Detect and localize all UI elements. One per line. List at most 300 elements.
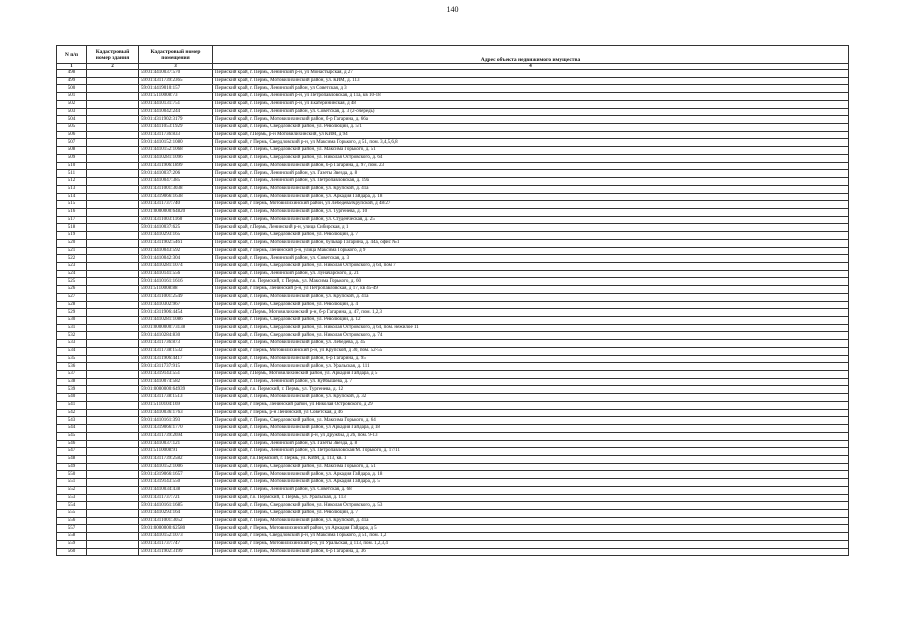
table-row <box>57 139 849 147</box>
table-row <box>57 363 849 371</box>
table-row <box>57 386 849 394</box>
address-cell: Пермский край, г Пермь, Ленинский район, ул Николая Островского, д 29 <box>213 401 849 409</box>
address-cell: Пермский край, г. Пермь, Мотовилихинский район, бульвар Гагарина, д. 44а, офис №1 <box>213 239 849 247</box>
address-cell: Пермский край, г.Пермь, р-н Мотовилихинский, ул КИМ, д 94 <box>213 131 849 139</box>
address-cell: Пермский край, г Пермь, Свердловский р-н, ул Максима Горького, д 51, пом. 3,4,5,6,8 <box>213 139 849 147</box>
premises-cadastral-cell: 59:01:4311902:3179 <box>139 116 213 124</box>
row-number-cell: 542 <box>57 409 87 417</box>
building-cadastral-cell <box>87 262 139 270</box>
table-row <box>57 479 849 487</box>
table-row <box>57 216 849 224</box>
row-number-cell: 504 <box>57 116 87 124</box>
row-number-cell: 529 <box>57 309 87 317</box>
building-cadastral-cell <box>87 108 139 116</box>
premises-cadastral-cell: 59:01:4319066:1770 <box>139 425 213 433</box>
table-row <box>57 432 849 440</box>
row-number-cell: 555 <box>57 509 87 517</box>
building-cadastral-cell <box>87 386 139 394</box>
table-row <box>57 293 849 301</box>
table-row <box>57 162 849 170</box>
table-row <box>57 332 849 340</box>
row-number-cell: 503 <box>57 108 87 116</box>
building-cadastral-cell <box>87 471 139 479</box>
premises-cadastral-cell: 59:01:4410036:1763 <box>139 409 213 417</box>
address-cell: Пермский край, г. Пермь, Мотовилихинский район, ул. КИМ, д. 113 <box>213 77 849 85</box>
table-row <box>57 533 849 541</box>
table-row <box>57 355 849 363</box>
table-row <box>57 309 849 317</box>
address-cell: Пермский край, г. Пермь, Мотовилихинский район, ул. Студенческая, д. 25 <box>213 216 849 224</box>
premises-cadastral-cell: 59:01:4311739:2694 <box>139 432 213 440</box>
building-cadastral-cell <box>87 278 139 286</box>
row-number-cell: 525 <box>57 278 87 286</box>
row-number-cell: 557 <box>57 525 87 533</box>
table-row <box>57 455 849 463</box>
address-cell: Пермский край, г. Пермь, Мотовилихинский район, ул. Аркадия Гайдара, д. 5 <box>213 479 849 487</box>
building-cadastral-cell <box>87 324 139 332</box>
building-cadastral-cell <box>87 178 139 186</box>
table-row <box>57 401 849 409</box>
premises-cadastral-cell: 59:01:4311737:740 <box>139 201 213 209</box>
row-number-cell: 530 <box>57 317 87 325</box>
address-cell: Пермский край, г. Пермь, Мотовилихинский район, ул. Крупской, д. 41а <box>213 293 849 301</box>
address-cell: Пермский край, г Пермь, Мотовилихинский район, ул Лебедева/Крупской, д 48/27 <box>213 201 849 209</box>
building-cadastral-cell <box>87 77 139 85</box>
row-number-cell: 554 <box>57 502 87 510</box>
building-cadastral-cell <box>87 293 139 301</box>
premises-cadastral-cell: 59:01:4410284:830 <box>139 332 213 340</box>
row-number-cell: 541 <box>57 401 87 409</box>
building-cadastral-cell <box>87 147 139 155</box>
premises-cadastral-cell: 59:01:4311902:3199 <box>139 548 213 556</box>
row-number-cell: 559 <box>57 540 87 548</box>
table-row <box>57 286 849 294</box>
building-cadastral-cell <box>87 494 139 502</box>
table-row <box>57 201 849 209</box>
building-cadastral-cell <box>87 378 139 386</box>
building-cadastral-cell <box>87 509 139 517</box>
row-number-cell: 543 <box>57 417 87 425</box>
premises-cadastral-cell: 59:01:4410161:393 <box>139 417 213 425</box>
building-cadastral-cell <box>87 131 139 139</box>
premises-cadastral-cell: 59:01:4410042:304 <box>139 255 213 263</box>
building-cadastral-cell <box>87 100 139 108</box>
row-number-cell: 532 <box>57 332 87 340</box>
premises-cadastral-cell: 59:01:4410141:556 <box>139 270 213 278</box>
building-cadastral-cell <box>87 517 139 525</box>
row-number-cell: 536 <box>57 363 87 371</box>
table-row <box>57 463 849 471</box>
table-row <box>57 85 849 93</box>
premises-cadastral-cell: 59:01:4410161:1616 <box>139 278 213 286</box>
header-address: Адрес объекта недвижимого имущества <box>213 46 849 64</box>
building-cadastral-cell <box>87 154 139 162</box>
premises-cadastral-cell: 59:01:4410074:582 <box>139 378 213 386</box>
address-cell: Пермский край, г. Пермь, Мотовилихинский район, б-р Гагарина, д. 66а <box>213 116 849 124</box>
row-number-cell: 549 <box>57 463 87 471</box>
row-number-cell: 556 <box>57 517 87 525</box>
building-cadastral-cell <box>87 340 139 348</box>
header-building-cadastral: Кадастровый номер здания <box>87 46 139 64</box>
address-cell: Пермский край, г. Пермь, Ленинский район, ул. Советская, д. 3 <box>213 255 849 263</box>
premises-cadastral-cell: 59:01:4319143:551 <box>139 371 213 379</box>
address-cell: Пермский край, г.Пермь, Мотовилихинский р-н, б-р Гагарина, д. 47, пом. 1,2,3 <box>213 309 849 317</box>
building-cadastral-cell <box>87 232 139 240</box>
row-number-cell: 520 <box>57 239 87 247</box>
address-cell: Пермский край, г. Пермь, Ленинский район, ул. Газеты Звезда, д. 8 <box>213 170 849 178</box>
premises-cadastral-cell: 59:01:4410037:570 <box>139 70 213 78</box>
building-cadastral-cell <box>87 479 139 487</box>
address-cell: Пермский край, г Пермь, р-н Ленинский, ул Советская, д 46 <box>213 409 849 417</box>
building-cadastral-cell <box>87 224 139 232</box>
premises-cadastral-cell: 59:01:4311737:915 <box>139 363 213 371</box>
premises-cadastral-cell: 59:01:4311906:4417 <box>139 355 213 363</box>
address-cell: Пермский край, г. Пермь, Ленинский район, ул. Петропавловская/М. Горького, д. 17/11 <box>213 448 849 456</box>
table-row <box>57 425 849 433</box>
address-cell: Пермский край, г. Пермь, Свердловский район, ул. Николая Островского, д 64, пом 7 <box>213 262 849 270</box>
row-number-cell: 533 <box>57 340 87 348</box>
row-number-cell: 551 <box>57 479 87 487</box>
address-cell: Пермский край, г. Пермь, Мотовилихинский район, ул. Уральская, д. 111 <box>213 363 849 371</box>
building-cadastral-cell <box>87 201 139 209</box>
building-cadastral-cell <box>87 193 139 201</box>
table-row <box>57 278 849 286</box>
premises-cadastral-cell: 59:01:4311739:2365 <box>139 77 213 85</box>
row-number-cell: 518 <box>57 224 87 232</box>
row-number-cell: 501 <box>57 93 87 101</box>
building-cadastral-cell <box>87 548 139 556</box>
row-number-cell: 502 <box>57 100 87 108</box>
building-cadastral-cell <box>87 216 139 224</box>
address-cell: Пермский край, г.Пермь, Мотовилихинский район, ул. Аркадия Гайдара, д 5 <box>213 371 849 379</box>
premises-cadastral-cell: 59:01:4319143:550 <box>139 479 213 487</box>
table-row <box>57 409 849 417</box>
building-cadastral-cell <box>87 417 139 425</box>
row-number-cell: 514 <box>57 193 87 201</box>
building-cadastral-cell <box>87 270 139 278</box>
address-cell: Пермский край, г. Пермь, Мотовилихинский район, ул. Тургенева, д. 10 <box>213 208 849 216</box>
table-row <box>57 247 849 255</box>
building-cadastral-cell <box>87 124 139 132</box>
row-number-cell: 505 <box>57 124 87 132</box>
premises-cadastral-cell: 59:01:4410281:1086 <box>139 317 213 325</box>
row-number-cell: 516 <box>57 208 87 216</box>
property-registry-table <box>56 45 849 556</box>
address-cell: Пермский край, г. Пермь, Свердловский район, ул. Николая Островского, д. 74 <box>213 332 849 340</box>
table-row <box>57 70 849 78</box>
row-number-cell: 510 <box>57 162 87 170</box>
table-row <box>57 193 849 201</box>
table-row <box>57 185 849 193</box>
row-number-cell: 508 <box>57 147 87 155</box>
premises-cadastral-cell: 59:01:4410293:164 <box>139 509 213 517</box>
row-number-cell: 513 <box>57 185 87 193</box>
table-row <box>57 448 849 456</box>
table-row <box>57 440 849 448</box>
premises-cadastral-cell: 59:01:4410152:1073 <box>139 533 213 541</box>
address-cell: Пермский край, г. Пермь, Ленинский район, ул. Советская, д. 68 <box>213 486 849 494</box>
premises-cadastral-cell: 59:01:4311003:1160 <box>139 216 213 224</box>
table-row <box>57 378 849 386</box>
address-cell: Пермский край, г. Пермь, Мотовилихинский район, б-р Гагарина, д. 97, пом. 23 <box>213 162 849 170</box>
row-number-cell: 521 <box>57 247 87 255</box>
building-cadastral-cell <box>87 502 139 510</box>
column-number: 1 <box>57 64 87 70</box>
address-cell: Пермский край, г Пермь, Мотовилихинский р-н, ул Уральская, д 113, пом. 1,2,3,4 <box>213 540 849 548</box>
table-row <box>57 100 849 108</box>
building-cadastral-cell <box>87 371 139 379</box>
building-cadastral-cell <box>87 247 139 255</box>
row-number-cell: 509 <box>57 154 87 162</box>
address-cell: Пермский край, г. Пермь, Мотовилихинский район, ул. Крупской, д. 32 <box>213 394 849 402</box>
premises-cadastral-cell: 59:01:5110008:91 <box>139 448 213 456</box>
address-cell: Пермский край, г. Пермь, Свердловский район, ул. Революции, д. 12 <box>213 317 849 325</box>
table-row <box>57 494 849 502</box>
row-number-cell: 534 <box>57 347 87 355</box>
row-number-cell: 523 <box>57 262 87 270</box>
building-cadastral-cell <box>87 208 139 216</box>
row-number-cell: 498 <box>57 70 87 78</box>
table-row <box>57 525 849 533</box>
address-cell: Пермский край, г. Пермь, Мотовилихинский район, ул. Крупской, д. 41а <box>213 517 849 525</box>
row-number-cell: 506 <box>57 131 87 139</box>
address-cell: Пермский край, г. Пермь, Ленинский район, ул. Петропавловская, д. 19а <box>213 178 849 186</box>
premises-cadastral-cell: 59:01:4410037:206 <box>139 170 213 178</box>
row-number-cell: 512 <box>57 178 87 186</box>
premises-cadastral-cell: 59:01:4410152:1006 <box>139 463 213 471</box>
row-number-cell: 540 <box>57 394 87 402</box>
row-number-cell: 560 <box>57 548 87 556</box>
premises-cadastral-cell: 59:01:4311001:3038 <box>139 185 213 193</box>
address-cell: Пермский край, г. Пермь, Ленинский район, ул Советская, д 3 <box>213 85 849 93</box>
address-cell: Пермский край, г Пермь, Ленинский р-н, улица Максима Горького, д 9 <box>213 247 849 255</box>
column-number: 4 <box>213 64 849 70</box>
address-cell: Пермский край, г. Пермь, Ленинский р-н, ул Екатерининская, д 48 <box>213 100 849 108</box>
table-row <box>57 170 849 178</box>
table-row <box>57 239 849 247</box>
address-cell: Пермский край, г Пермь, Ленинский р-н, ул Петропавловская, д 17, кв 45-49 <box>213 286 849 294</box>
table-row <box>57 178 849 186</box>
building-cadastral-cell <box>87 70 139 78</box>
premises-cadastral-cell: 59:01:4311001:3052 <box>139 517 213 525</box>
row-number-cell: 519 <box>57 232 87 240</box>
address-cell: Пермский край, г. Пермь, Ленинский р-н, ул Монастырская, д 27 <box>213 70 849 78</box>
table-row <box>57 208 849 216</box>
address-cell: Пермский край, г. Пермь, Свердловский район, ул. Максима Горького, д. 51 <box>213 463 849 471</box>
row-number-cell: 526 <box>57 286 87 294</box>
table-row <box>57 502 849 510</box>
premises-cadastral-cell: 59:01:4419010:157 <box>139 85 213 93</box>
premises-cadastral-cell: 59:01:0000000:64820 <box>139 208 213 216</box>
building-cadastral-cell <box>87 162 139 170</box>
table-row <box>57 324 849 332</box>
table-row <box>57 116 849 124</box>
premises-cadastral-cell: 59:01:4311739:2582 <box>139 455 213 463</box>
row-number-cell: 539 <box>57 386 87 394</box>
building-cadastral-cell <box>87 170 139 178</box>
premises-cadastral-cell: 59:01:4410043:592 <box>139 247 213 255</box>
row-number-cell: 515 <box>57 201 87 209</box>
row-number-cell: 531 <box>57 324 87 332</box>
row-number-cell: 545 <box>57 432 87 440</box>
address-cell: Пермский край, г. Пермь, Мотовилихинский район, ул. Аркадия Гайдара, д. 18 <box>213 193 849 201</box>
premises-cadastral-cell: 59:01:4410281:1096 <box>139 154 213 162</box>
building-cadastral-cell <box>87 347 139 355</box>
address-cell: Пермский край, г. Пермь, Мотовилихинский район, б-р Гагарина, д. 36 <box>213 548 849 556</box>
building-cadastral-cell <box>87 540 139 548</box>
building-cadastral-cell <box>87 486 139 494</box>
building-cadastral-cell <box>87 448 139 456</box>
row-number-cell: 517 <box>57 216 87 224</box>
table-row <box>57 224 849 232</box>
address-cell: Пермский край, г. Пермь, Ленинский район, ул. Газеты Звезда, д. 8 <box>213 440 849 448</box>
premises-cadastral-cell: 59:01:4319066:1657 <box>139 471 213 479</box>
column-number: 2 <box>87 64 139 70</box>
premises-cadastral-cell: 59:01:4319066:1638 <box>139 193 213 201</box>
address-cell: Пермский край, г. Пермь, Ленинский р-н, ул Петропавловская, д 11а, кв 10-18 <box>213 93 849 101</box>
address-cell: Пермский край, г.о. Пермский, г. Пермь, ул. Уральская, д. 113 <box>213 494 849 502</box>
table-row <box>57 255 849 263</box>
building-cadastral-cell <box>87 255 139 263</box>
row-number-cell: 528 <box>57 301 87 309</box>
table-row <box>57 301 849 309</box>
row-number-cell: 546 <box>57 440 87 448</box>
table-row <box>57 548 849 556</box>
table-row <box>57 471 849 479</box>
premises-cadastral-cell: 59:01:4311737:747 <box>139 540 213 548</box>
premises-cadastral-cell: 59:01:4410161:1685 <box>139 502 213 510</box>
premises-cadastral-cell: 59:01:4311738:1532 <box>139 347 213 355</box>
address-cell: Пермский край, г. Пермь, Свердловский район, ул. Революции, д. 7 <box>213 509 849 517</box>
address-cell: Пермский край, г. Пермь, Мотовилихинский район, ул. Аркадия Гайдара, д. 18 <box>213 471 849 479</box>
building-cadastral-cell <box>87 239 139 247</box>
premises-cadastral-cell: 59:01:0000000:64939 <box>139 386 213 394</box>
address-cell: Пермский край, г.о. Пермский, г. Пермь, ул. Максима Горького, д. 60 <box>213 278 849 286</box>
column-number: 3 <box>139 64 213 70</box>
premises-cadastral-cell: 59:01:4410042:244 <box>139 108 213 116</box>
building-cadastral-cell <box>87 533 139 541</box>
address-cell: Пермский край, г.о.Пермский, г. Пермь, ул. КИМ, д. 113, кв. 1 <box>213 455 849 463</box>
address-cell: Пермский край, г. Пермь, Ленинский район, ул. Куйбышева, д. 7 <box>213 378 849 386</box>
building-cadastral-cell <box>87 440 139 448</box>
premises-cadastral-cell: 59:01:4410302:967 <box>139 301 213 309</box>
row-number-cell: 537 <box>57 371 87 379</box>
table-row <box>57 77 849 85</box>
row-number-cell: 538 <box>57 378 87 386</box>
address-cell: Пермский край, г Пермь, Свердловский р-н, ул Максима Горького, д 51, пом. 1,2 <box>213 533 849 541</box>
table-row <box>57 270 849 278</box>
table-row <box>57 154 849 162</box>
table-row <box>57 147 849 155</box>
row-number-cell: 550 <box>57 471 87 479</box>
row-number-cell: 547 <box>57 448 87 456</box>
table-row <box>57 486 849 494</box>
address-cell: Пермский край, г. Пермь, Мотовилихинский р-н, ул Дружбы, д 26, пом. 9-13 <box>213 432 849 440</box>
premises-cadastral-cell: 59:01:5110008:73 <box>139 93 213 101</box>
address-cell: Пермский край, г. Пермь, Свердловский район, ул. Революции, д. 5/1 <box>213 124 849 132</box>
row-number-cell: 499 <box>57 77 87 85</box>
premises-cadastral-cell: 59:01:4410281:1074 <box>139 262 213 270</box>
table-body <box>57 70 849 556</box>
premises-cadastral-cell: 59:01:4410034:438 <box>139 486 213 494</box>
table-row <box>57 371 849 379</box>
premises-cadastral-cell: 59:01:5110008:88 <box>139 286 213 294</box>
address-cell: Пермский край, г. Пермь, Свердловский район, ул. Революции, д. 4 <box>213 301 849 309</box>
building-cadastral-cell <box>87 394 139 402</box>
address-cell: Пермский край, г. Пермь, Свердловский район, ул. Николая Островского, д. 64 <box>213 154 849 162</box>
row-number-cell: 553 <box>57 494 87 502</box>
building-cadastral-cell <box>87 317 139 325</box>
address-cell: Пермский край, г. Пермь, Мотовилихинский район, ул Аркадия Гайдара, д 18 <box>213 425 849 433</box>
address-cell: Пермский край, г.Пермь, Ленинский р-н, улица Сибирская, д 1 <box>213 224 849 232</box>
address-cell: Пермский край, г. Пермь, Свердловский район, ул. Максима Горького, д. 64 <box>213 417 849 425</box>
address-cell: Пермский край, г. Пермь, Свердловский район, ул. Николая Островского, д. 53 <box>213 502 849 510</box>
address-cell: Пермский край, г Пермь, Мотовилихинский р-н, ул Крупской, д 30, пом. 52-55 <box>213 347 849 355</box>
address-cell: Пермский край, г. Пермь, Ленинский район, ул. Луначарского, д. 21 <box>213 270 849 278</box>
building-cadastral-cell <box>87 332 139 340</box>
table-row <box>57 262 849 270</box>
premises-cadastral-cell: 59:01:4410152:1080 <box>139 139 213 147</box>
address-cell: Пермский край, г.о. Пермский, г. Пермь, ул. Тургенева, д. 12 <box>213 386 849 394</box>
row-number-cell: 558 <box>57 533 87 541</box>
building-cadastral-cell <box>87 116 139 124</box>
premises-cadastral-cell: 59:01:4311738:1513 <box>139 394 213 402</box>
row-number-cell: 535 <box>57 355 87 363</box>
premises-cadastral-cell: 59:01:4311736:833 <box>139 131 213 139</box>
building-cadastral-cell <box>87 409 139 417</box>
table-row <box>57 340 849 348</box>
premises-cadastral-cell: 59:01:5110104:169 <box>139 401 213 409</box>
page-number: 140 <box>446 5 459 14</box>
row-number-cell: 544 <box>57 425 87 433</box>
table-header-row <box>57 46 849 64</box>
row-number-cell: 548 <box>57 455 87 463</box>
premises-cadastral-cell: 59:01:4410293:165 <box>139 232 213 240</box>
address-cell: Пермский край, г. Пермь, Свердловский район, ул. Николая Островского, д 64, пом. нежилое 11 <box>213 324 849 332</box>
table-row <box>57 540 849 548</box>
row-number-cell: 552 <box>57 486 87 494</box>
building-cadastral-cell <box>87 355 139 363</box>
table-row <box>57 93 849 101</box>
table-row <box>57 509 849 517</box>
premises-cadastral-cell: 59:01:4411053:1929 <box>139 124 213 132</box>
building-cadastral-cell <box>87 363 139 371</box>
address-cell: Пермский край, г. Пермь, Мотовилихинский район, б-р Гагарина, д. 95 <box>213 355 849 363</box>
building-cadastral-cell <box>87 463 139 471</box>
building-cadastral-cell <box>87 432 139 440</box>
premises-cadastral-cell: 59:01:4410131:751 <box>139 100 213 108</box>
building-cadastral-cell <box>87 93 139 101</box>
building-cadastral-cell <box>87 139 139 147</box>
header-row-number: N п/п <box>57 46 87 64</box>
table-row <box>57 317 849 325</box>
header-premises-cadastral: Кадастровый номер помещения <box>139 46 213 64</box>
address-cell: Пермский край, г. Пермь, Мотовилихинский район, ул. Крупской, д. 41а <box>213 185 849 193</box>
row-number-cell: 511 <box>57 170 87 178</box>
address-cell: Пермский край, г. Пермь, Свердловский район, ул. Максима Горького, д. 51 <box>213 147 849 155</box>
premises-cadastral-cell: 59:01:0000000:73138 <box>139 324 213 332</box>
table-row <box>57 232 849 240</box>
building-cadastral-cell <box>87 301 139 309</box>
building-cadastral-cell <box>87 309 139 317</box>
table-row <box>57 108 849 116</box>
building-cadastral-cell <box>87 85 139 93</box>
premises-cadastral-cell: 59:01:4311736:873 <box>139 340 213 348</box>
table-row <box>57 394 849 402</box>
premises-cadastral-cell: 59:01:0000000:62580 <box>139 525 213 533</box>
table-row <box>57 131 849 139</box>
row-number-cell: 522 <box>57 255 87 263</box>
